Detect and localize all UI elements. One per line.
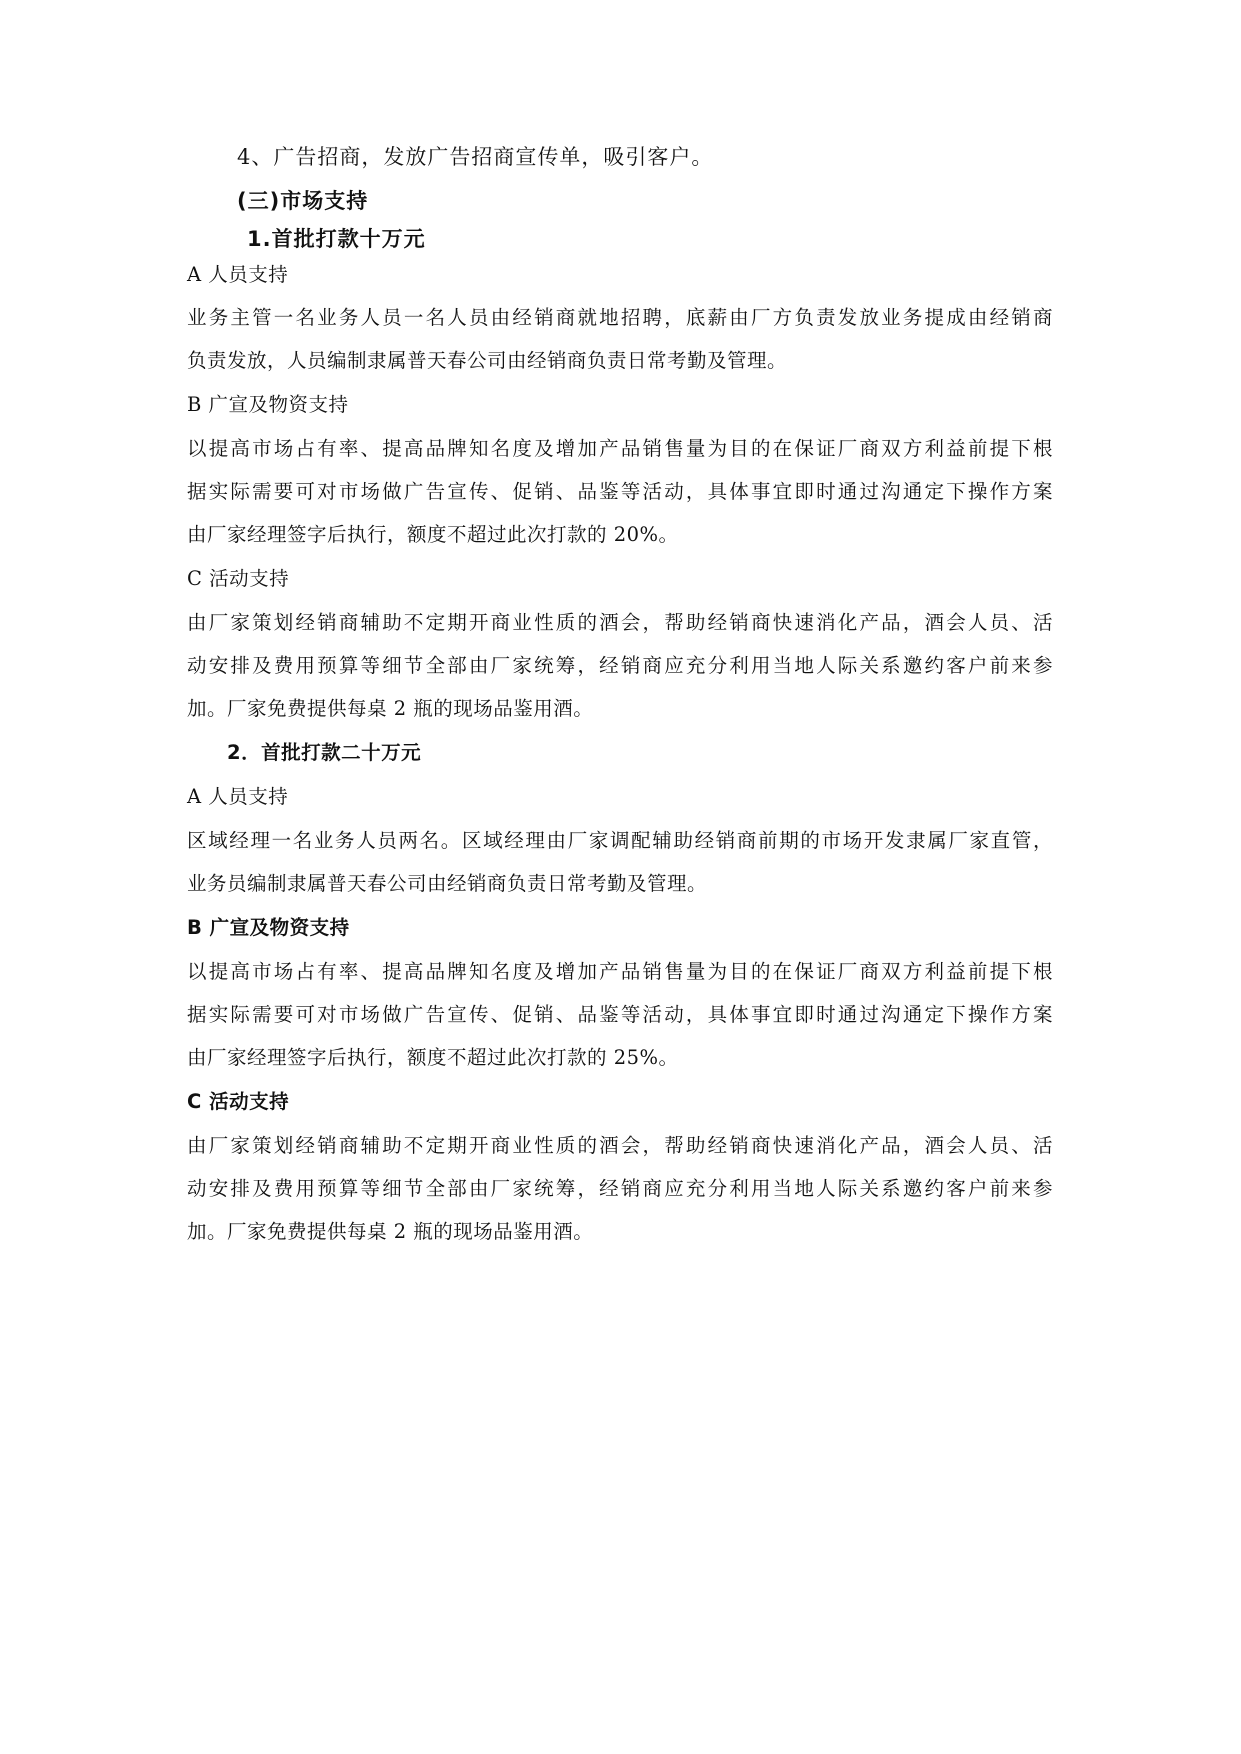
tier1-promo-line: 由厂家经理签字后执行，额度不超过此次打款的 20%。 <box>187 523 679 546</box>
tier2-heading: 2．首批打款二十万元 <box>227 741 422 764</box>
tier2-promo-label: B 广宣及物资支持 <box>187 916 350 939</box>
tier1-heading: 1.首批打款十万元 <box>247 227 426 251</box>
section-heading: (三)市场支持 <box>237 189 369 213</box>
tier2-personnel-label: A 人员支持 <box>187 785 289 808</box>
tier1-activity-label: C 活动支持 <box>187 567 290 590</box>
tier1-personnel-line: 负责发放，人员编制隶属普天春公司由经销商负责日常考勤及管理。 <box>187 349 788 372</box>
tier1-personnel-line: 业务主管一名业务人员一名人员由经销商就地招聘，底薪由厂方负责发放业务提成由经销商 <box>187 306 1053 329</box>
tier2-activity-line: 动安排及费用预算等细节全部由厂家统筹，经销商应充分利用当地人际关系邀约客户前来参 <box>187 1177 1053 1200</box>
tier2-personnel-line: 区域经理一名业务人员两名。区域经理由厂家调配辅助经销商前期的市场开发隶属厂家直管， <box>187 829 1053 852</box>
tier1-activity-line: 加。厂家免费提供每桌 2 瓶的现场品鉴用酒。 <box>187 697 594 720</box>
tier2-promo-line: 据实际需要可对市场做广告宣传、促销、品鉴等活动，具体事宜即时通过沟通定下操作方案 <box>187 1003 1053 1026</box>
tier2-activity-label: C 活动支持 <box>187 1090 290 1113</box>
tier2-personnel-line: 业务员编制隶属普天春公司由经销商负责日常考勤及管理。 <box>187 872 708 895</box>
tier2-promo-line: 以提高市场占有率、提高品牌知名度及增加产品销售量为目的在保证厂商双方利益前提下根 <box>187 960 1053 983</box>
tier1-promo-line: 以提高市场占有率、提高品牌知名度及增加产品销售量为目的在保证厂商双方利益前提下根 <box>187 437 1053 460</box>
intro-item: 4、广告招商，发放广告招商宣传单，吸引客户。 <box>237 145 714 169</box>
tier1-personnel-label: A 人员支持 <box>187 263 289 286</box>
tier1-promo-line: 据实际需要可对市场做广告宣传、促销、品鉴等活动，具体事宜即时通过沟通定下操作方案 <box>187 480 1053 503</box>
tier1-promo-label: B 广宣及物资支持 <box>187 393 349 416</box>
tier2-activity-line: 加。厂家免费提供每桌 2 瓶的现场品鉴用酒。 <box>187 1220 594 1243</box>
tier1-activity-line: 动安排及费用预算等细节全部由厂家统筹，经销商应充分利用当地人际关系邀约客户前来参 <box>187 654 1053 677</box>
tier1-activity-line: 由厂家策划经销商辅助不定期开商业性质的酒会，帮助经销商快速消化产品，酒会人员、活 <box>187 611 1053 634</box>
tier2-promo-line: 由厂家经理签字后执行，额度不超过此次打款的 25%。 <box>187 1046 679 1069</box>
tier2-activity-line: 由厂家策划经销商辅助不定期开商业性质的酒会，帮助经销商快速消化产品，酒会人员、活 <box>187 1134 1053 1157</box>
